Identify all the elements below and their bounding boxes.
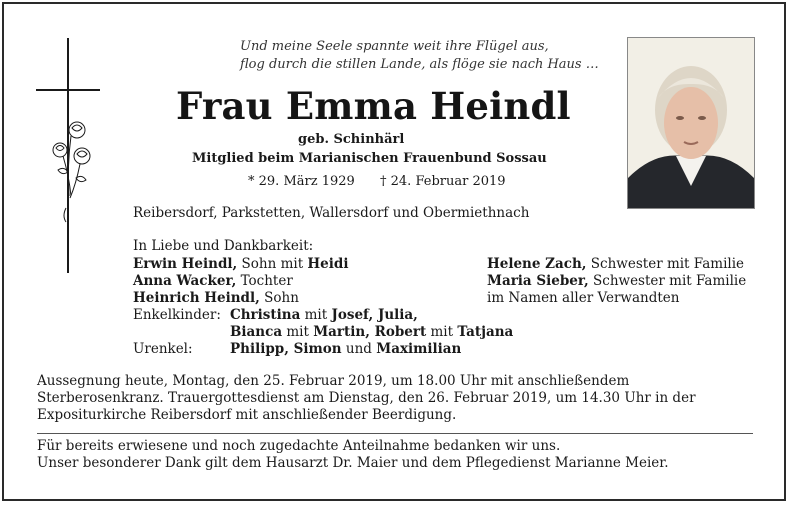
grandchildren-line-2: Bianca mit Martin, Robert mit Tatjana	[230, 324, 514, 340]
service-info: Aussegnung heute, Montag, den 25. Februar 2019, um 18.00 Uhr mit anschließendem Sterberosenkranz. Trauergottesdienst am Dienstag, den 26. Februar 2019, um 14.30 Uhr in der Expositurkirche Reibersdorf mit anschließender Beerdigung.	[37, 373, 696, 423]
great-grandchildren-label: Urenkel:	[133, 341, 193, 357]
places: Reibersdorf, Parkstetten, Wallersdorf und Obermiethnach	[133, 205, 530, 221]
grandchildren-line-1: Christina mit Josef, Julia,	[230, 307, 418, 323]
membership: Mitglied beim Marianischen Frauenbund Sossau	[192, 151, 547, 166]
quote	[240, 38, 599, 74]
family-entry: Erwin Heindl, Sohn mit Heidi	[133, 256, 349, 272]
quote-line-1: Und meine Seele spannte weit ihre Flügel aus,	[240, 39, 549, 54]
closing-line-1: Für bereits erwiesene und noch zugedachte Anteilnahme bedanken wir uns.	[37, 438, 561, 454]
quote-line-2: flog durch die stillen Lande, als flöge sie nach Haus …	[240, 57, 599, 72]
family-entry: Helene Zach, Schwester mit Familie	[487, 256, 745, 272]
closing-line-2: Unser besonderer Dank gilt dem Hausarzt Dr. Maier und dem Pflegedienst Marianne Meier.	[37, 455, 669, 471]
grandchildren-label: Enkelkinder:	[133, 307, 221, 323]
born-name: geb. Schinhärl	[298, 132, 405, 147]
family-entry: im Namen aller Verwandten	[487, 290, 680, 306]
birth-date: * 29. März 1929	[248, 174, 355, 189]
closing-text	[37, 438, 669, 472]
deceased-name: Frau Emma Heindl	[176, 84, 571, 128]
family-entry: Anna Wacker, Tochter	[133, 273, 293, 289]
family-entry: Maria Sieber, Schwester mit Familie	[487, 273, 747, 289]
family-left	[133, 256, 348, 307]
family-right	[487, 256, 746, 307]
divider	[37, 433, 753, 434]
cross-with-roses-icon	[36, 38, 102, 273]
portrait-photo	[627, 37, 755, 209]
family-entry: Heinrich Heindl, Sohn	[133, 290, 299, 306]
thanks-intro: In Liebe und Dankbarkeit:	[133, 238, 314, 254]
death-date: † 24. Februar 2019	[380, 174, 506, 189]
great-grandchildren-names: Philipp, Simon und Maximilian	[230, 341, 462, 357]
